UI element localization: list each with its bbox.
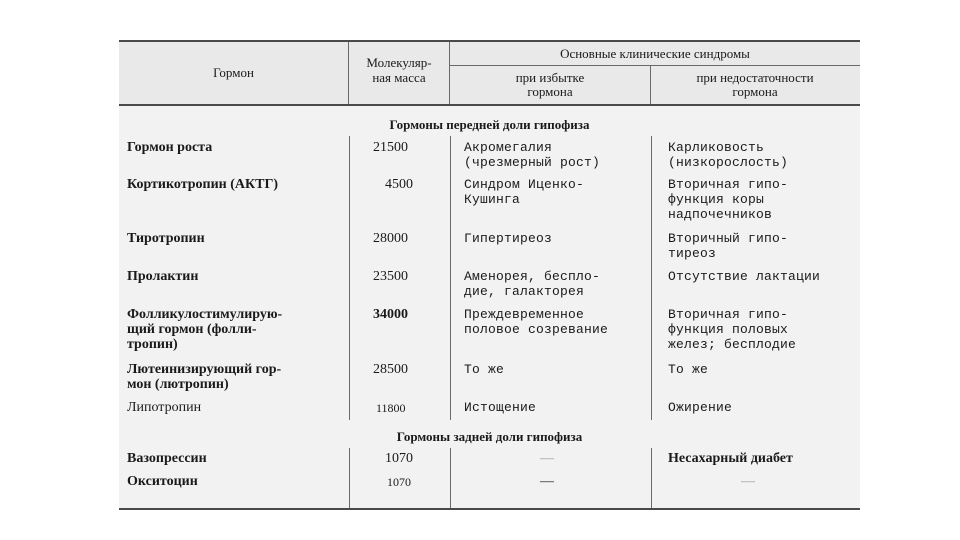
row-1-name: Кортикотропин (АКТГ): [127, 177, 279, 192]
header-syndromes: Основные клинические синдромы: [560, 46, 750, 61]
row-5-excess-1: То же: [464, 362, 505, 377]
row-7-mass: 1070: [385, 451, 413, 466]
row-6-mass: 11800: [376, 401, 406, 415]
body-divider-2b: [450, 448, 451, 508]
body-divider-2a: [450, 136, 451, 420]
row-5-def-1: То же: [668, 362, 709, 377]
row-7-name: Вазопрессин: [127, 451, 207, 466]
row-3-name: Пролактин: [127, 269, 199, 284]
body-divider-3a: [651, 136, 652, 420]
header-excess-line1: при избытке: [515, 70, 585, 85]
header-deficiency-line1: при недостаточности: [696, 70, 814, 85]
row-5-name-1: Лютеинизирующий гор-: [127, 362, 282, 377]
section-anterior: Гормоны передней доли гипофиза: [389, 117, 590, 132]
row-4-def-2: функция половых: [668, 322, 789, 337]
row-0-excess-1: Акромегалия: [464, 140, 553, 155]
row-1-def-3: надпочечников: [668, 207, 773, 222]
row-6-name: Липотропин: [127, 400, 202, 415]
row-4-excess-1: Преждевременное: [464, 307, 585, 322]
row-4-mass: 34000: [373, 307, 408, 322]
table-bottom-rule: [119, 508, 860, 510]
row-3-mass: 23500: [373, 269, 408, 284]
row-1-excess-1: Синдром Иценко-: [464, 177, 585, 192]
row-2-mass: 28000: [373, 231, 408, 246]
row-7-def-1: Несахарный диабет: [668, 451, 793, 466]
row-4-name-2: щий гормон (фолли-: [127, 322, 257, 337]
header-deficiency-line2: гормона: [732, 84, 778, 99]
body-divider-1b: [349, 448, 350, 508]
row-8-def-1: —: [741, 474, 755, 489]
row-4-excess-2: половое созревание: [464, 322, 609, 337]
body-divider-3b: [651, 448, 652, 508]
row-1-excess-2: Кушинга: [464, 192, 521, 207]
header-mass-line2: ная масса: [372, 70, 426, 85]
row-1-def-1: Вторичная гипо-: [668, 177, 789, 192]
row-2-def-1: Вторичный гипо-: [668, 231, 789, 246]
row-2-excess-1: Гипертиреоз: [464, 231, 553, 246]
header-hormone: Гормон: [213, 65, 254, 80]
header-divider-2: [449, 42, 450, 104]
row-0-mass: 21500: [373, 140, 408, 155]
row-5-name-2: мон (лютропин): [127, 377, 229, 392]
row-3-excess-2: дие, галакторея: [464, 284, 585, 299]
row-1-def-2: функция коры: [668, 192, 765, 207]
row-1-mass: 4500: [385, 177, 413, 192]
row-7-excess-1: —: [540, 451, 554, 466]
row-3-def-1: Отсутствие лактации: [668, 269, 821, 284]
header-divider-1: [348, 42, 349, 104]
row-8-mass: 1070: [387, 475, 411, 489]
header-mass-line1: Молекуляр-: [366, 55, 432, 70]
row-8-excess-1: —: [540, 474, 554, 489]
header-divider-3: [650, 65, 651, 104]
header-excess-line2: гормона: [527, 84, 573, 99]
row-4-def-1: Вторичная гипо-: [668, 307, 789, 322]
row-3-excess-1: Аменорея, беспло-: [464, 269, 601, 284]
row-0-def-2: (низкорослость): [668, 155, 789, 170]
row-6-def-1: Ожирение: [668, 400, 733, 415]
header-sub-rule: [449, 65, 860, 66]
row-4-def-3: желез; бесплодие: [668, 337, 797, 352]
body-divider-1a: [349, 136, 350, 420]
row-0-excess-2: (чрезмерный рост): [464, 155, 601, 170]
row-2-name: Тиротропин: [127, 231, 205, 246]
row-4-name-1: Фолликулостимулирую-: [127, 307, 283, 322]
hormone-table: [119, 40, 860, 510]
row-4-name-3: тропин): [127, 337, 178, 352]
row-5-mass: 28500: [373, 362, 408, 377]
row-0-def-1: Карликовость: [668, 140, 765, 155]
row-8-name: Окситоцин: [127, 474, 198, 489]
row-6-excess-1: Истощение: [464, 400, 537, 415]
row-0-name: Гормон роста: [127, 140, 213, 155]
section-posterior: Гормоны задней доли гипофиза: [396, 429, 583, 444]
row-2-def-2: тиреоз: [668, 246, 717, 261]
